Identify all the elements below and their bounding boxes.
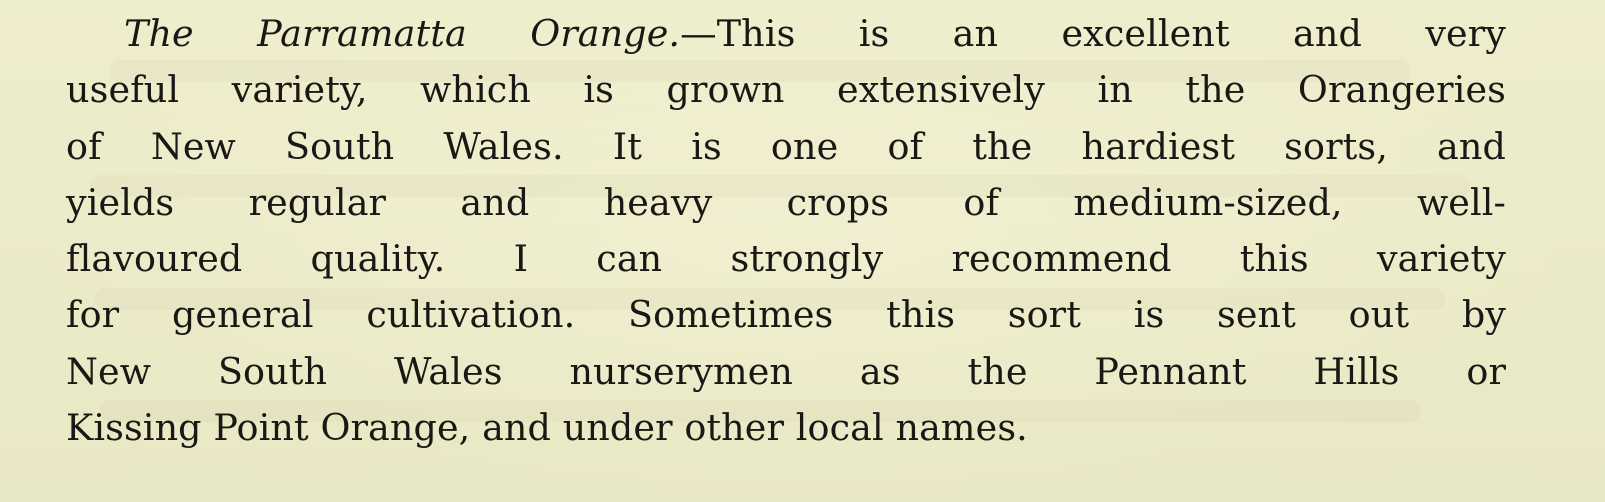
text-line [66, 6, 1506, 62]
text-line: yields regular and heavy crops of medium-sized, well- [66, 180, 1506, 224]
text-line: for general cultivation. Sometimes this sort is sent out by [66, 293, 1506, 337]
text-line: New South Wales nurserymen as the Pennant Hills or [66, 349, 1506, 393]
text-paragraph [66, 6, 1506, 456]
text-line: of New South Wales. It is one of the hardiest sorts, and [66, 124, 1506, 168]
first-line-text: —This is an excellent and very [680, 12, 1507, 55]
text-line: flavoured quality. I can strongly recommend this variety [66, 237, 1506, 281]
text-line: Kissing Point Orange, and under other local names. [66, 406, 1028, 450]
text-line: useful variety, which is grown extensively in the Orangeries [66, 68, 1506, 112]
passage-title: The Parramatta Orange. [124, 12, 681, 55]
